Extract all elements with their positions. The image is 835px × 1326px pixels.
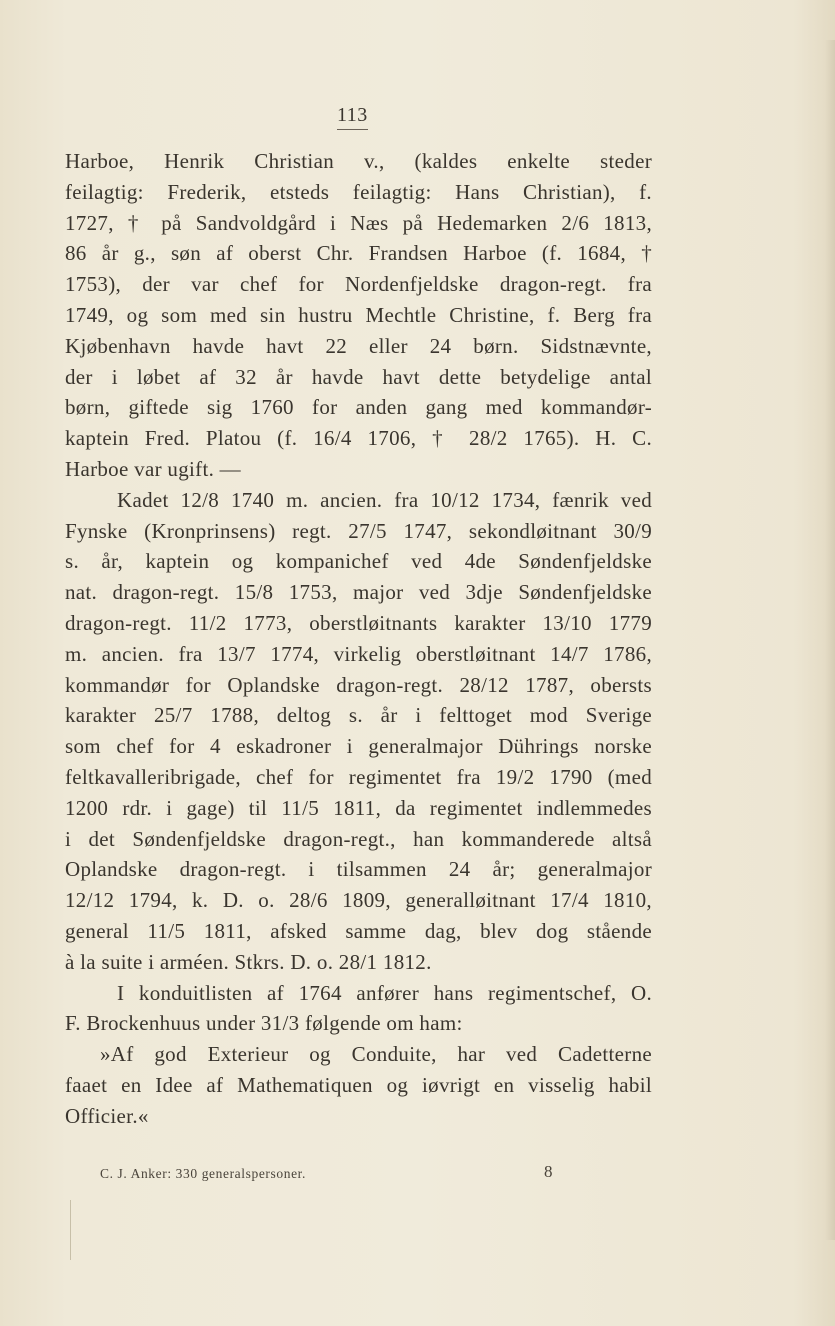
text-line: i det Søndenfjeldske dragon-regt., han kommanderede altså	[65, 826, 652, 851]
margin-mark	[70, 1200, 81, 1260]
text-line: 1753), der var chef for Nordenfjeldske dragon-regt. fra	[65, 272, 652, 297]
text-line: I konduitlisten af 1764 anfører hans regimentschef, O.	[117, 980, 652, 1005]
text-line: 86 år g., søn af oberst Chr. Frandsen Harboe (f. 1684, †	[65, 241, 652, 266]
text-line: 1727, † på Sandvoldgård i Næs på Hedemarken 2/6 1813,	[65, 210, 652, 235]
text-line: 1200 rdr. i gage) til 11/5 1811, da regimentet indlemmedes	[65, 795, 652, 820]
text-line: Kjøbenhavn havde havt 22 eller 24 børn. Sidstnævnte,	[65, 333, 652, 358]
text-line: feltkavalleribrigade, chef for regimentet fra 19/2 1790 (med	[65, 764, 652, 789]
text-line: kaptein Fred. Platou (f. 16/4 1706, † 28/2 1765). H. C.	[65, 426, 652, 451]
text-line: der i løbet af 32 år havde havt dette betydelige antal	[65, 364, 652, 389]
text-line: kommandør for Oplandske dragon-regt. 28/12 1787, obersts	[65, 672, 652, 697]
biography-text	[65, 146, 652, 1132]
text-line: Kadet 12/8 1740 m. ancien. fra 10/12 1734, fænrik ved	[117, 487, 652, 512]
text-line: F. Brockenhuus under 31/3 følgende om ham:	[65, 1011, 463, 1036]
text-line: børn, giftede sig 1760 for anden gang med kommandør-	[65, 395, 652, 420]
text-line: »Af god Exterieur og Conduite, har ved Cadetterne	[100, 1042, 652, 1067]
text-line: dragon-regt. 11/2 1773, oberstløitnants karakter 13/10 1779	[65, 610, 652, 635]
text-line: som chef for 4 eskadroner i generalmajor Dührings norske	[65, 734, 652, 759]
text-line: Harboe, Henrik Christian v., (kaldes enkelte steder	[65, 149, 652, 173]
text-line: à la suite i arméen. Stkrs. D. o. 28/1 1812.	[65, 949, 432, 974]
text-line: karakter 25/7 1788, deltog s. år i felttoget mod Sverige	[65, 703, 652, 728]
page-number: 113	[337, 104, 368, 130]
text-line: s. år, kaptein og kompanichef ved 4de Søndenfjeldske	[65, 549, 652, 574]
text-line: general 11/5 1811, afsked samme dag, blev dog stående	[65, 918, 652, 943]
text-line: faaet en Idee af Mathematiquen og iøvrigt en visselig habil	[65, 1072, 652, 1097]
text-line: Oplandske dragon-regt. i tilsammen 24 år; generalmajor	[65, 857, 652, 882]
text-line: Fynske (Kronprinsens) regt. 27/5 1747, sekondløitnant 30/9	[65, 518, 652, 543]
text-line: feilagtig: Frederik, etsteds feilagtig: Hans Christian), f.	[65, 179, 652, 204]
text-line: 12/12 1794, k. D. o. 28/6 1809, generalløitnant 17/4 1810,	[65, 888, 652, 913]
text-line: 1749, og som med sin hustru Mechtle Christine, f. Berg fra	[65, 302, 652, 327]
text-line: Harboe var ugift. —	[65, 456, 241, 481]
text-line: m. ancien. fra 13/7 1774, virkelig oberstløitnant 14/7 1786,	[65, 641, 652, 666]
text-line: Officier.«	[65, 1103, 149, 1128]
footer-source: C. J. Anker: 330 generalspersoner.	[100, 1166, 306, 1181]
page-edge-shadow	[825, 40, 835, 1240]
text-line: nat. dragon-regt. 15/8 1753, major ved 3dje Søndenfjeldske	[65, 580, 652, 605]
signature-mark: 8	[544, 1162, 554, 1181]
